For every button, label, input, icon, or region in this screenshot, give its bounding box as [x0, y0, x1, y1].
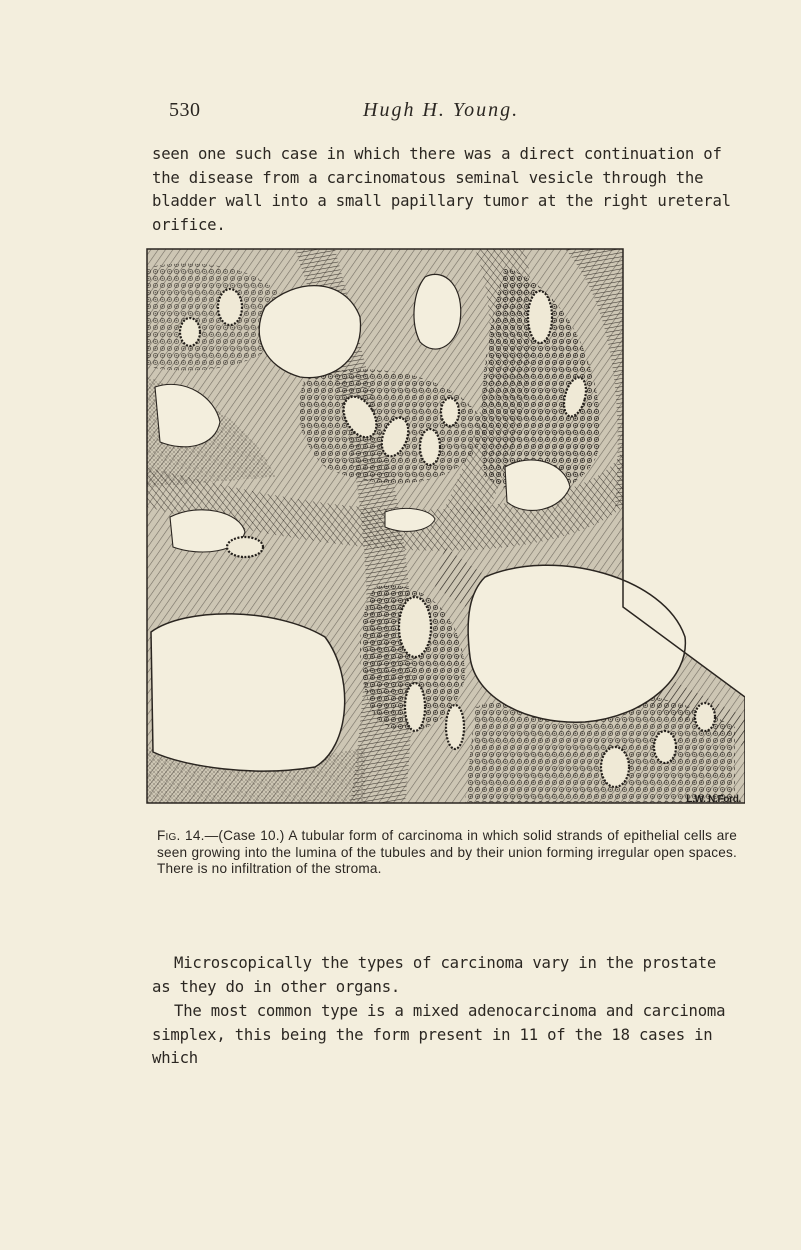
microscopic-paragraph: Microscopically the types of carcinoma vary in the prostate as they do in other organs.: [152, 954, 717, 996]
running-head: [160, 99, 740, 129]
engraver-signature: L.W. N.Ford.: [686, 794, 741, 805]
histology-figure: [145, 247, 745, 807]
intro-paragraph: seen one such case in which there was a direct continuation of the disease from a carcinomatous seminal vesicle through the bladder wall into a small papillary tumor at the right ureteral orifice.: [152, 145, 731, 234]
tissue-engraving: [145, 247, 745, 807]
figure-caption: [157, 828, 737, 878]
caption-text: —(Case 10.) A tubular form of carcinoma in which solid strands of epithelial cells are seen growing into the lumina of the tubules and by their union forming irregular open spaces. There is no infiltration of the stroma.: [157, 828, 737, 876]
page-number: 530: [169, 99, 201, 121]
figure-label: Fig. 14.: [157, 828, 205, 843]
running-title: Hugh H. Young.: [363, 99, 520, 121]
common-type-paragraph: The most common type is a mixed adenocarcinoma and carcinoma simplex, this being the form present in 11 of the 18 cases in which: [152, 1002, 726, 1067]
